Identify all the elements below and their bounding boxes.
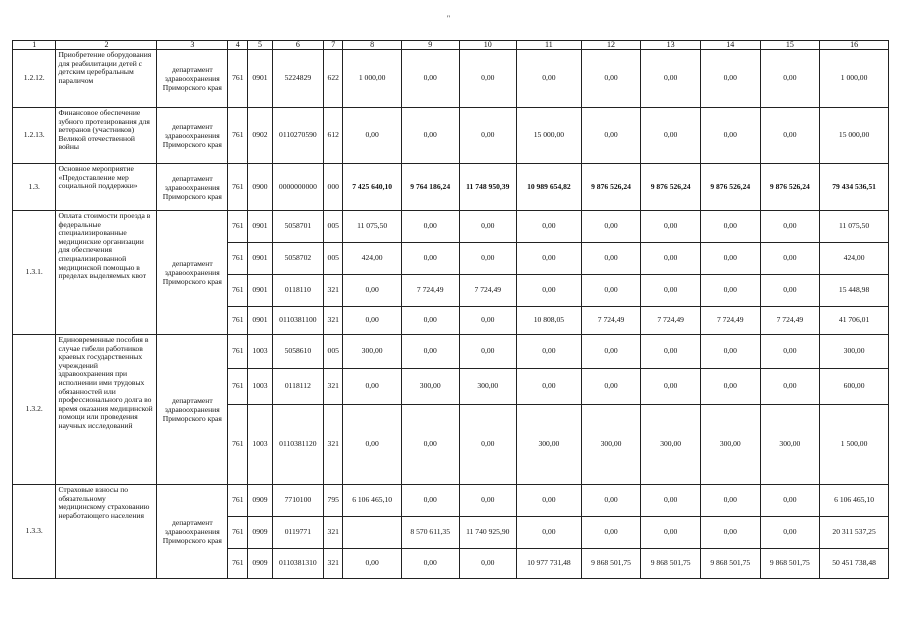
value-cell: 6 106 465,10 — [343, 485, 402, 517]
row-name: Основное мероприятие «Предоставление мер социальной поддержки» — [56, 164, 157, 211]
code-cell-c5: 0909 — [248, 485, 272, 517]
row-number: 1.3.1. — [13, 211, 56, 335]
value-cell: 0,00 — [459, 549, 517, 579]
code-cell-c7: 321 — [324, 517, 343, 549]
value-cell: 0,00 — [641, 335, 701, 369]
table-row — [13, 164, 889, 211]
code-cell-c4: 761 — [228, 307, 248, 335]
value-cell: 9 868 501,75 — [760, 549, 820, 579]
code-cell-c6: 5058702 — [272, 243, 324, 275]
row-number: 1.3. — [13, 164, 56, 211]
row-name: Единовременные пособия в случае гибели работников краевых государственных учреждений здравоохранения при исполнении ими трудовых обязанностей или профессионального долга во время оказания медицинской помощи или проведения научных исследований — [56, 335, 157, 485]
code-cell-c6: 0118110 — [272, 275, 324, 307]
code-cell-c4: 761 — [228, 335, 248, 369]
value-cell: 7 724,49 — [401, 275, 459, 307]
value-cell: 0,00 — [641, 485, 701, 517]
value-cell: 9 876 526,24 — [641, 164, 701, 211]
header-cell: 5 — [248, 41, 272, 50]
value-cell: 0,00 — [343, 405, 402, 485]
value-cell: 0,00 — [700, 485, 760, 517]
value-cell: 0,00 — [401, 50, 459, 108]
value-cell: 0,00 — [459, 405, 517, 485]
value-cell: 9 876 526,24 — [700, 164, 760, 211]
value-cell: 600,00 — [820, 369, 889, 405]
value-cell: 0,00 — [401, 405, 459, 485]
value-cell: 0,00 — [517, 517, 582, 549]
value-cell: 300,00 — [641, 405, 701, 485]
code-cell-c5: 0909 — [248, 517, 272, 549]
code-cell-c4: 761 — [228, 275, 248, 307]
value-cell: 9 868 501,75 — [700, 549, 760, 579]
header-cell: 16 — [820, 41, 889, 50]
code-cell-c4: 761 — [228, 211, 248, 243]
header-cell: 15 — [760, 41, 820, 50]
value-cell: 11 075,50 — [820, 211, 889, 243]
value-cell: 1 500,00 — [820, 405, 889, 485]
value-cell: 0,00 — [760, 50, 820, 108]
value-cell: 0,00 — [401, 549, 459, 579]
value-cell: 11 740 925,90 — [459, 517, 517, 549]
value-cell: 6 106 465,10 — [820, 485, 889, 517]
row-number: 1.3.3. — [13, 485, 56, 579]
code-cell-c5: 0901 — [248, 275, 272, 307]
value-cell: 300,00 — [700, 405, 760, 485]
code-cell-c5: 0909 — [248, 549, 272, 579]
value-cell: 0,00 — [641, 50, 701, 108]
value-cell: 0,00 — [641, 108, 701, 164]
row-department: департамент здравоохранения Приморского края — [157, 485, 228, 579]
code-cell-c7: 005 — [324, 211, 343, 243]
code-cell-c6: 0110381310 — [272, 549, 324, 579]
code-cell-c4: 761 — [228, 405, 248, 485]
value-cell: 0,00 — [459, 50, 517, 108]
header-cell: 7 — [324, 41, 343, 50]
value-cell: 0,00 — [641, 369, 701, 405]
code-cell-c7: 612 — [324, 108, 343, 164]
code-cell-c4: 761 — [228, 164, 248, 211]
value-cell: 0,00 — [401, 485, 459, 517]
code-cell-c6: 5224829 — [272, 50, 324, 108]
code-cell-c7: 005 — [324, 243, 343, 275]
value-cell: 300,00 — [760, 405, 820, 485]
header-cell: 2 — [56, 41, 157, 50]
header-cell: 13 — [641, 41, 701, 50]
code-cell-c7: 795 — [324, 485, 343, 517]
value-cell: 10 808,05 — [517, 307, 582, 335]
value-cell: 300,00 — [343, 335, 402, 369]
value-cell: 0,00 — [700, 108, 760, 164]
code-cell-c5: 1003 — [248, 405, 272, 485]
value-cell: 0,00 — [581, 369, 641, 405]
value-cell: 0,00 — [517, 243, 582, 275]
value-cell: 0,00 — [700, 335, 760, 369]
value-cell: 8 570 611,35 — [401, 517, 459, 549]
value-cell: 9 868 501,75 — [641, 549, 701, 579]
code-cell-c6: 0119771 — [272, 517, 324, 549]
code-cell-c5: 0901 — [248, 50, 272, 108]
value-cell: 0,00 — [517, 275, 582, 307]
value-cell: 0,00 — [581, 243, 641, 275]
value-cell: 0,00 — [760, 369, 820, 405]
value-cell: 15 000,00 — [517, 108, 582, 164]
header-cell: 1 — [13, 41, 56, 50]
value-cell: 0,00 — [760, 275, 820, 307]
value-cell: 1 000,00 — [820, 50, 889, 108]
header-cell: 10 — [459, 41, 517, 50]
code-cell-c7: 622 — [324, 50, 343, 108]
page-mark: '' — [447, 14, 450, 23]
code-cell-c6: 0110270590 — [272, 108, 324, 164]
code-cell-c7: 000 — [324, 164, 343, 211]
value-cell: 10 989 654,82 — [517, 164, 582, 211]
row-department: департамент здравоохранения Приморского края — [157, 211, 228, 335]
value-cell: 0,00 — [459, 243, 517, 275]
value-cell: 0,00 — [581, 275, 641, 307]
code-cell-c6: 5058610 — [272, 335, 324, 369]
value-cell: 7 724,49 — [760, 307, 820, 335]
code-cell-c4: 761 — [228, 50, 248, 108]
row-department: департамент здравоохранения Приморского края — [157, 164, 228, 211]
value-cell: 50 451 738,48 — [820, 549, 889, 579]
code-cell-c5: 0901 — [248, 307, 272, 335]
code-cell-c7: 321 — [324, 405, 343, 485]
code-cell-c7: 321 — [324, 549, 343, 579]
value-cell: 0,00 — [760, 243, 820, 275]
code-cell-c6: 0110381100 — [272, 307, 324, 335]
header-cell: 14 — [700, 41, 760, 50]
header-row — [13, 41, 889, 50]
row-name: Приобретение оборудования для реабилитации детей с детским церебральным параличом — [56, 50, 157, 108]
header-cell: 9 — [401, 41, 459, 50]
value-cell: 0,00 — [343, 369, 402, 405]
value-cell: 0,00 — [700, 50, 760, 108]
code-cell-c6: 0110381120 — [272, 405, 324, 485]
header-cell: 6 — [272, 41, 324, 50]
code-cell-c7: 321 — [324, 369, 343, 405]
code-cell-c5: 1003 — [248, 335, 272, 369]
code-cell-c5: 0901 — [248, 211, 272, 243]
value-cell: 0,00 — [760, 517, 820, 549]
value-cell: 0,00 — [459, 485, 517, 517]
header-cell: 8 — [343, 41, 402, 50]
value-cell: 15 000,00 — [820, 108, 889, 164]
value-cell — [343, 517, 402, 549]
value-cell: 0,00 — [517, 335, 582, 369]
value-cell: 0,00 — [343, 275, 402, 307]
value-cell: 0,00 — [343, 108, 402, 164]
value-cell: 7 425 640,10 — [343, 164, 402, 211]
value-cell: 9 876 526,24 — [581, 164, 641, 211]
value-cell: 9 764 186,24 — [401, 164, 459, 211]
code-cell-c4: 761 — [228, 369, 248, 405]
code-cell-c4: 761 — [228, 108, 248, 164]
value-cell: 300,00 — [581, 405, 641, 485]
code-cell-c4: 761 — [228, 485, 248, 517]
value-cell: 0,00 — [581, 335, 641, 369]
value-cell: 0,00 — [581, 50, 641, 108]
value-cell: 7 724,49 — [581, 307, 641, 335]
value-cell: 0,00 — [459, 108, 517, 164]
value-cell: 9 868 501,75 — [581, 549, 641, 579]
value-cell: 0,00 — [459, 307, 517, 335]
code-cell-c5: 0902 — [248, 108, 272, 164]
value-cell: 300,00 — [459, 369, 517, 405]
row-name: Оплата стоимости проезда в федеральные специализированные медицинские организации для обеспечения специализированной медицинской помощью в пределах выделяемых квот — [56, 211, 157, 335]
code-cell-c4: 761 — [228, 549, 248, 579]
value-cell: 11 075,50 — [343, 211, 402, 243]
value-cell: 0,00 — [700, 275, 760, 307]
value-cell: 0,00 — [517, 369, 582, 405]
value-cell: 0,00 — [401, 211, 459, 243]
value-cell: 0,00 — [700, 369, 760, 405]
value-cell: 10 977 731,48 — [517, 549, 582, 579]
value-cell: 0,00 — [459, 211, 517, 243]
table-row — [13, 335, 889, 369]
table-row — [13, 50, 889, 108]
value-cell: 424,00 — [343, 243, 402, 275]
value-cell: 0,00 — [641, 243, 701, 275]
value-cell: 79 434 536,51 — [820, 164, 889, 211]
value-cell: 0,00 — [760, 485, 820, 517]
code-cell-c6: 0118112 — [272, 369, 324, 405]
table-row — [13, 211, 889, 243]
value-cell: 300,00 — [401, 369, 459, 405]
value-cell: 300,00 — [820, 335, 889, 369]
header-cell: 4 — [228, 41, 248, 50]
value-cell: 7 724,49 — [641, 307, 701, 335]
code-cell-c4: 761 — [228, 243, 248, 275]
value-cell: 424,00 — [820, 243, 889, 275]
value-cell: 0,00 — [760, 108, 820, 164]
value-cell: 0,00 — [517, 50, 582, 108]
value-cell: 15 448,98 — [820, 275, 889, 307]
value-cell: 7 724,49 — [700, 307, 760, 335]
value-cell: 1 000,00 — [343, 50, 402, 108]
value-cell: 11 748 950,39 — [459, 164, 517, 211]
code-cell-c6: 5058701 — [272, 211, 324, 243]
row-department: департамент здравоохранения Приморского края — [157, 108, 228, 164]
row-department: департамент здравоохранения Приморского края — [157, 335, 228, 485]
code-cell-c6: 0000000000 — [272, 164, 324, 211]
row-number: 1.2.13. — [13, 108, 56, 164]
value-cell: 300,00 — [517, 405, 582, 485]
table-row — [13, 108, 889, 164]
value-cell: 0,00 — [343, 307, 402, 335]
code-cell-c5: 1003 — [248, 369, 272, 405]
value-cell: 0,00 — [401, 307, 459, 335]
value-cell: 0,00 — [700, 211, 760, 243]
value-cell: 0,00 — [401, 243, 459, 275]
value-cell: 0,00 — [760, 211, 820, 243]
budget-table — [12, 40, 889, 579]
value-cell: 0,00 — [581, 517, 641, 549]
table-row — [13, 485, 889, 517]
row-name: Финансовое обеспечение зубного протезирования для ветеранов (участников) Великой отечественной войны — [56, 108, 157, 164]
value-cell: 9 876 526,24 — [760, 164, 820, 211]
header-cell: 3 — [157, 41, 228, 50]
value-cell: 0,00 — [760, 335, 820, 369]
value-cell: 0,00 — [641, 275, 701, 307]
row-department: департамент здравоохранения Приморского края — [157, 50, 228, 108]
code-cell-c7: 321 — [324, 275, 343, 307]
value-cell: 0,00 — [700, 517, 760, 549]
value-cell: 0,00 — [641, 517, 701, 549]
code-cell-c7: 005 — [324, 335, 343, 369]
code-cell-c7: 321 — [324, 307, 343, 335]
value-cell: 0,00 — [401, 108, 459, 164]
code-cell-c4: 761 — [228, 517, 248, 549]
value-cell: 0,00 — [517, 485, 582, 517]
code-cell-c5: 0900 — [248, 164, 272, 211]
value-cell: 0,00 — [343, 549, 402, 579]
header-cell: 11 — [517, 41, 582, 50]
header-cell: 12 — [581, 41, 641, 50]
value-cell: 0,00 — [459, 335, 517, 369]
value-cell: 41 706,01 — [820, 307, 889, 335]
row-number: 1.3.2. — [13, 335, 56, 485]
value-cell: 0,00 — [581, 108, 641, 164]
value-cell: 0,00 — [700, 243, 760, 275]
value-cell: 0,00 — [581, 211, 641, 243]
value-cell: 7 724,49 — [459, 275, 517, 307]
value-cell: 0,00 — [517, 211, 582, 243]
code-cell-c6: 7710100 — [272, 485, 324, 517]
row-number: 1.2.12. — [13, 50, 56, 108]
code-cell-c5: 0901 — [248, 243, 272, 275]
value-cell: 0,00 — [401, 335, 459, 369]
value-cell: 0,00 — [641, 211, 701, 243]
value-cell: 0,00 — [581, 485, 641, 517]
value-cell: 20 311 537,25 — [820, 517, 889, 549]
row-name: Страховые взносы по обязательному медицинскому страхованию неработающего населения — [56, 485, 157, 579]
